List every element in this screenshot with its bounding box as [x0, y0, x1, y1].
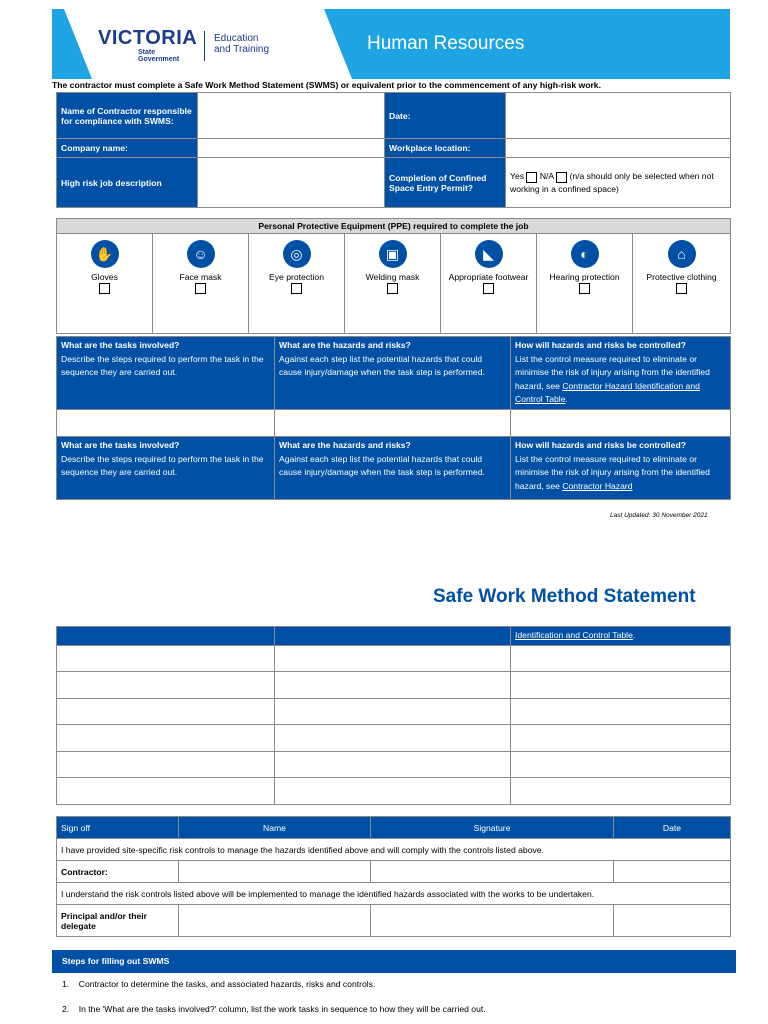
tasks-header-continued — [57, 627, 275, 646]
date-label: Date: — [385, 93, 506, 139]
logo-subtitle: State Government — [138, 49, 180, 63]
footwear-icon: ◣ — [475, 240, 503, 268]
hazard-cell[interactable] — [275, 645, 511, 672]
ppe-checkbox[interactable] — [579, 283, 590, 294]
signoff-col-header: Sign off — [57, 817, 179, 839]
contractor-signoff-label: Contractor: — [57, 861, 179, 883]
high-risk-job-field[interactable] — [198, 158, 385, 208]
welding-mask-icon: ▣ — [379, 240, 407, 268]
ppe-label: Eye protection — [269, 272, 324, 282]
hazard-cell[interactable] — [275, 409, 511, 436]
ppe-label: Welding mask — [365, 272, 420, 282]
ppe-checkbox[interactable] — [99, 283, 110, 294]
hazards-header-continued — [275, 627, 511, 646]
department-name: Education and Training — [214, 33, 270, 55]
controls-header-continued: Identification and Control Table. — [511, 627, 731, 646]
ppe-checkbox[interactable] — [291, 283, 302, 294]
protective-clothing-icon: ⌂ — [668, 240, 696, 268]
hazard-control-table-link-part1[interactable]: Contractor Hazard — [562, 480, 633, 491]
contractor-name-label: Name of Contractor responsible for compliance with SWMS: — [57, 93, 198, 139]
confined-space-label: Completion of Confined Space Entry Permit? — [385, 158, 506, 208]
control-cell[interactable] — [511, 645, 731, 672]
table-row — [57, 672, 731, 699]
hazard-control-table-link-part2[interactable]: Identification and Control Table — [515, 630, 633, 640]
ppe-label: Appropriate footwear — [448, 272, 529, 282]
ppe-item-face-mask — [153, 234, 249, 334]
hazard-cell[interactable] — [275, 778, 511, 805]
hazards-header-repeat: What are the hazards and risks? Against each step list the potential hazards that could cause injury/damage when the task step is performed. — [275, 436, 511, 499]
contractor-statement: I have provided site-specific risk controls to manage the hazards identified above and will comply with the controls listed above. — [57, 839, 731, 861]
ppe-label: Gloves — [91, 272, 118, 282]
task-cell[interactable] — [57, 725, 275, 752]
ppe-item-footwear — [441, 234, 537, 334]
gloves-icon: ✋ — [91, 240, 119, 268]
ppe-item-hearing-protection — [537, 234, 633, 334]
last-updated: Last Updated: 30 November 2021 — [610, 512, 708, 519]
task-cell[interactable] — [57, 672, 275, 699]
page-title: Safe Work Method Statement — [433, 586, 696, 607]
step-item: 1. Contractor to determine the tasks, and associated hazards, risks and controls. — [62, 979, 376, 989]
step-item: 2. In the 'What are the tasks involved?' column, list the work tasks in sequence to how they will be carried out. — [62, 1004, 486, 1014]
controls-header: How will hazards and risks be controlled? List the control measure required to eliminate or minimise the risk of injury arising from the identified hazard, see Contractor Hazard Identification and Control Table. — [511, 337, 731, 410]
table-row — [57, 751, 731, 778]
ppe-checkbox[interactable] — [195, 283, 206, 294]
na-label: N/A — [539, 171, 554, 182]
hazard-control-table-link[interactable]: Contractor Hazard Identification and Control Table — [515, 380, 700, 405]
ppe-table — [56, 218, 731, 334]
control-cell[interactable] — [511, 698, 731, 725]
ppe-checkbox[interactable] — [387, 283, 398, 294]
contractor-name-signoff-field[interactable] — [179, 861, 371, 883]
ppe-label: Protective clothing — [646, 272, 717, 282]
steps-title: Steps for filling out SWMS — [52, 950, 736, 973]
contractor-name-field[interactable] — [198, 93, 385, 139]
ppe-item-protective-clothing — [633, 234, 731, 334]
ppe-checkbox[interactable] — [483, 283, 494, 294]
tasks-table — [56, 336, 731, 500]
victoria-logo: VICTORIA — [98, 27, 198, 49]
task-cell[interactable] — [57, 778, 275, 805]
workplace-location-label: Workplace location: — [385, 139, 506, 158]
task-cell[interactable] — [57, 645, 275, 672]
logo-divider — [204, 31, 205, 61]
ppe-item-gloves — [57, 234, 153, 334]
ppe-checkbox[interactable] — [676, 283, 687, 294]
company-name-label: Company name: — [57, 139, 198, 158]
table-row — [57, 698, 731, 725]
hazard-cell[interactable] — [275, 751, 511, 778]
high-risk-job-label: High risk job description — [57, 158, 198, 208]
principal-statement: I understand the risk controls listed above will be implemented to manage the identified hazards associated with the works to be undertaken. — [57, 883, 731, 905]
contractor-signature-field[interactable] — [371, 861, 614, 883]
tasks-header: What are the tasks involved? Describe the steps required to perform the task in the sequence they are carried out. — [57, 337, 275, 410]
table-row — [57, 725, 731, 752]
na-note: (n/a should only be selected when not working in a confined space) — [510, 171, 714, 194]
date-field[interactable] — [506, 93, 731, 139]
task-cell[interactable] — [57, 409, 275, 436]
task-cell[interactable] — [57, 698, 275, 725]
signoff-table — [56, 816, 731, 937]
principal-name-field[interactable] — [179, 905, 371, 937]
yes-label: Yes — [510, 171, 525, 182]
control-cell[interactable] — [511, 725, 731, 752]
confined-space-options — [506, 158, 731, 208]
hazard-cell[interactable] — [275, 672, 511, 699]
principal-date-field[interactable] — [614, 905, 731, 937]
ppe-label: Hearing protection — [549, 272, 620, 282]
company-name-field[interactable] — [198, 139, 385, 158]
hearing-protection-icon: ◐ — [571, 240, 599, 268]
table-row — [57, 778, 731, 805]
table-row — [57, 645, 731, 672]
control-cell[interactable] — [511, 409, 731, 436]
tasks-table-continued — [56, 626, 731, 805]
control-cell[interactable] — [511, 672, 731, 699]
header-title: Human Resources — [367, 33, 525, 54]
na-checkbox[interactable] — [556, 172, 567, 183]
principal-signature-field[interactable] — [371, 905, 614, 937]
hazard-cell[interactable] — [275, 698, 511, 725]
controls-header-repeat: How will hazards and risks be controlled? List the control measure required to eliminate or minimise the risk of injury arising from the identified hazard, see Contractor Hazard — [511, 436, 731, 499]
contractor-date-field[interactable] — [614, 861, 731, 883]
hazards-header: What are the hazards and risks? Against each step list the potential hazards that could cause injury/damage when the task step is performed. — [275, 337, 511, 410]
yes-checkbox[interactable] — [526, 172, 537, 183]
hazard-cell[interactable] — [275, 725, 511, 752]
control-cell[interactable] — [511, 751, 731, 778]
intro-text: The contractor must complete a Safe Work Method Statement (SWMS) or equivalent prior to the commencement of any high-risk work. — [52, 80, 601, 90]
tasks-header-repeat: What are the tasks involved? Describe the steps required to perform the task in the sequence they are carried out. — [57, 436, 275, 499]
date-col-header: Date — [614, 817, 731, 839]
workplace-location-field[interactable] — [506, 139, 731, 158]
principal-signoff-label: Principal and/or their delegate — [57, 905, 179, 937]
signature-col-header: Signature — [371, 817, 614, 839]
ppe-item-eye-protection — [249, 234, 345, 334]
ppe-title: Personal Protective Equipment (PPE) required to complete the job — [57, 219, 731, 234]
name-col-header: Name — [179, 817, 371, 839]
header-logo-area — [52, 9, 352, 79]
eye-protection-icon: ◎ — [283, 240, 311, 268]
face-mask-icon: ☺ — [187, 240, 215, 268]
header-banner — [52, 9, 730, 79]
ppe-label: Face mask — [179, 272, 222, 282]
task-cell[interactable] — [57, 751, 275, 778]
control-cell[interactable] — [511, 778, 731, 805]
contractor-details-table — [56, 92, 731, 208]
ppe-item-welding-mask — [345, 234, 441, 334]
